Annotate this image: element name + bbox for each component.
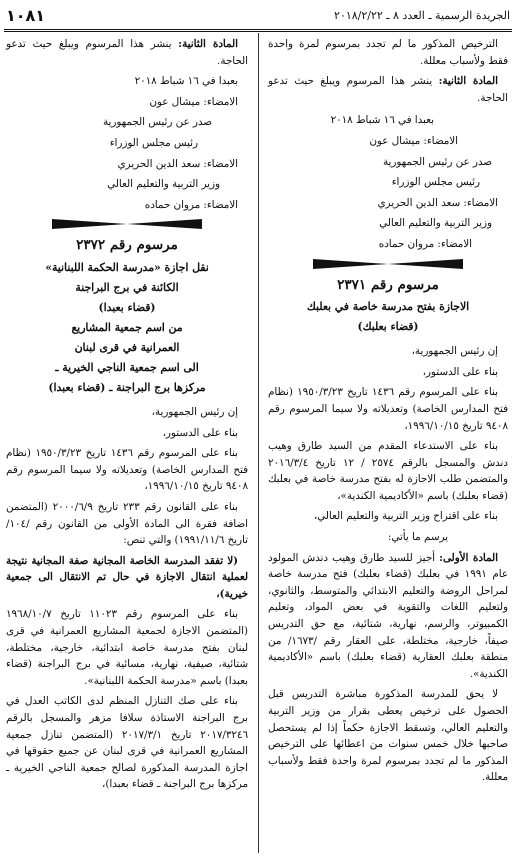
minister-title: وزير التربية والتعليم العالي: [107, 178, 220, 191]
article-2: [6, 36, 248, 69]
preamble: إن رئيس الجمهورية،: [151, 405, 238, 418]
article-2-label: المادة الثانية:: [178, 38, 238, 50]
page-number: ١٠٨١: [6, 5, 46, 25]
sign-prime-minister: الامضاء: سعد الدين الحريري: [117, 157, 238, 170]
issued-by: صدر عن رئيس الجمهورية: [382, 155, 492, 168]
preamble: إن رئيس الجمهورية،: [411, 345, 498, 358]
article-2: [268, 73, 508, 106]
preamble: بناء على الاستدعاء المقدم من السيد طارق وهيب دندش والمسجل بالرقم ٢٥٧٤ / ١٢ تاريخ ٢٠١٦/٣/٤ والمتضمن طلب الاجازة له بفتح مدرسة خاصة في بعلبك (قضاء بعلبك) باسم «الأكاديمية الكندية»،: [268, 440, 508, 502]
article-1: [268, 550, 508, 683]
prime-minister-title: رئيس مجلس الوزراء: [109, 136, 198, 149]
issued-by: صدر عن رئيس الجمهورية: [102, 116, 212, 129]
separator-ornament: [268, 257, 508, 271]
preamble: بناء على المرسوم رقم ١١٠٢٣ تاريخ ١٩٦٨/١٠/٧ (المتضمن الاجازة لجمعية المشاريع العمرانية في قرى لبنان بفتح مدرسة خاصة ابتدائية، خارجية، مختلطة، شتائية، صيفية، نهارية، مسائية في برج البراجنة (قضاء بعبدا) باسم «مدرسة الحكمة اللبنانية».: [6, 608, 248, 687]
subject-line: الكائنة في برج البراجنة: [75, 280, 179, 294]
page-header: [6, 4, 510, 26]
decree-title: مرسوم رقم ٢٣٧٢: [76, 237, 178, 254]
prime-minister-title: رئيس مجلس الوزراء: [391, 176, 480, 189]
preamble: بناء على الدستور،: [162, 426, 238, 439]
preamble: بناء على المرسوم رقم ١٤٣٦ تاريخ ١٩٥٠/٣/٢٣ (نظام فتح المدارس الخاصة) وتعديلاته ولا سيما المرسوم رقم ٩٤٠٨ تاريخ ١٩٩٦/١٠/١٥،: [6, 447, 248, 493]
sign-date: بعبدا في ١٦ شباط ٢٠١٨: [134, 75, 238, 88]
subject-line: نقل اجازة «مدرسة الحكمة اللبنانية»: [45, 260, 209, 274]
signature-block: [268, 112, 508, 252]
column-divider: [258, 33, 259, 853]
preamble: بناء على المرسوم رقم ١٤٣٦ تاريخ ١٩٥٠/٣/٢٣ (نظام فتح المدارس الخاصة) وتعديلاته ولا سيما المرسوم رقم ٩٤٠٨ تاريخ ١٩٩٦/١٠/١٥،: [268, 386, 508, 432]
sign-minister: الامضاء: مروان حماده: [378, 237, 472, 250]
decree-title: مرسوم رقم ٢٣٧١: [337, 276, 439, 293]
subject-line: العمرانية في قرى لبنان: [74, 340, 180, 354]
sign-date: بعبدا في ١٦ شباط ٢٠١٨: [330, 114, 434, 127]
subject-line: (قضاء بعبدا): [98, 300, 156, 314]
right-column: [268, 36, 508, 790]
closing-paragraph: لا يحق للمدرسة المذكورة مباشرة التدريس قبل الحصول على ترخيص يعطى بقرار من وزير التربية والتعليم العالي، وتسقط الاجازة حكماً إذا لم يستحصل صاحبها خلال خمس سنوات من اعطائها على الترخيص المذكور ما لم تجدد بمرسوم لمرة واحدة فقط ولأسباب معللة.: [268, 688, 508, 784]
article-2-label: المادة الثانية:: [438, 75, 498, 88]
minister-title: وزير التربية والتعليم العالي: [379, 217, 492, 230]
sign-prime-minister: الامضاء: سعد الدين الحريري: [377, 196, 498, 209]
article-2-text: ينشر هذا المرسوم ويبلغ حيث تدعو الحاجة.: [268, 75, 508, 104]
gazette-title: الجريدة الرسمية ـ العدد ٨ ـ ٢٠١٨/٢/٢٢: [334, 8, 510, 22]
separator-ornament: [6, 217, 248, 231]
article-1-text: أجيز للسيد طارق وهيب دندش المولود عام ١٩٩١ في بعلبك (قضاء بعلبك) فتح مدرسة خاصة لمراحل الروضة والتعليم الابتدائي والمتوسط، والثانوي، ولتعليم اللغات والتقوية في بعض المواد، وتعليم الكمبيوتر، والرسم، نهارية، شتائية، مع حق التدريس صيفاً، خارجية، مختلطة، على العقار رقم /١٦٧٣/ من منطقة بعلبك العقارية (قضاء بعلبك) باسم «الأكاديمية الكندية».: [268, 551, 508, 680]
subject-line: الاجازة بفتح مدرسة خاصة في بعلبك: [306, 300, 470, 314]
subject-line: الى اسم جمعية الناجي الخيرية ـ: [55, 360, 199, 374]
left-column: [6, 36, 248, 797]
header-rule: [4, 29, 512, 32]
preamble: بناء على اقتراح وزير التربية والتعليم العالي،: [313, 510, 498, 523]
subject-line: مركزها برج البراجنة ـ (قضاء بعبدا): [48, 380, 206, 394]
continued-paragraph: الترخيص المذكور ما لم تجدد بمرسوم لمرة واحدة فقط ولأسباب معللة.: [268, 38, 508, 67]
decree-subject: [6, 258, 248, 398]
subject-line: من اسم جمعية المشاريع: [71, 320, 183, 334]
article-1-label: المادة الأولى:: [439, 551, 498, 564]
sign-president: الامضاء: ميشال عون: [369, 134, 458, 147]
sign-president: الامضاء: ميشال عون: [149, 95, 238, 108]
article-2-text: ينشر هذا المرسوم ويبلغ حيث تدعو الحاجة.: [6, 38, 248, 67]
preamble: يرسم ما يأتي:: [387, 531, 448, 544]
quoted-clause: (لا تفقد المدرسة الخاصة المجانية صفة المجانية نتيجة لعملية انتقال الاجازة في حال تم الانتقال الى جمعية خيرية)،: [6, 554, 248, 600]
subject-line: (قضاء بعلبك): [357, 320, 419, 334]
preamble: بناء على الدستور،: [422, 365, 498, 378]
decree-subject: [268, 297, 508, 337]
preamble: بناء على صك التنازل المنظم لدى الكاتب العدل في برج البراجنة الاستاذة سلافا مزهر والمسجل بالرقم ٢٠١٧/٣٢٤٦ تاريخ ٢٠١٧/٣/١ (المتضمن تنازل جمعية المشاريع العمرانية في قرى لبنان عن جميع حقوقها في اجازة المدرسة المذكورة لصالح جمعية الناجي الخيرية ـ مركزها برج البراجنة ـ قضاء بعبدا)،: [6, 695, 248, 791]
sign-minister: الامضاء: مروان حماده: [144, 198, 238, 211]
signature-block: [6, 73, 248, 213]
preamble: بناء على القانون رقم ٢٣٣ تاريخ ٢٠٠٠/٦/٩ (المتضمن اضافة فقرة الى المادة الأولى من القانون رقم /١٠٤/ تاريخ ١٩٩١/١١/٦) والتي تنص:: [6, 500, 248, 547]
